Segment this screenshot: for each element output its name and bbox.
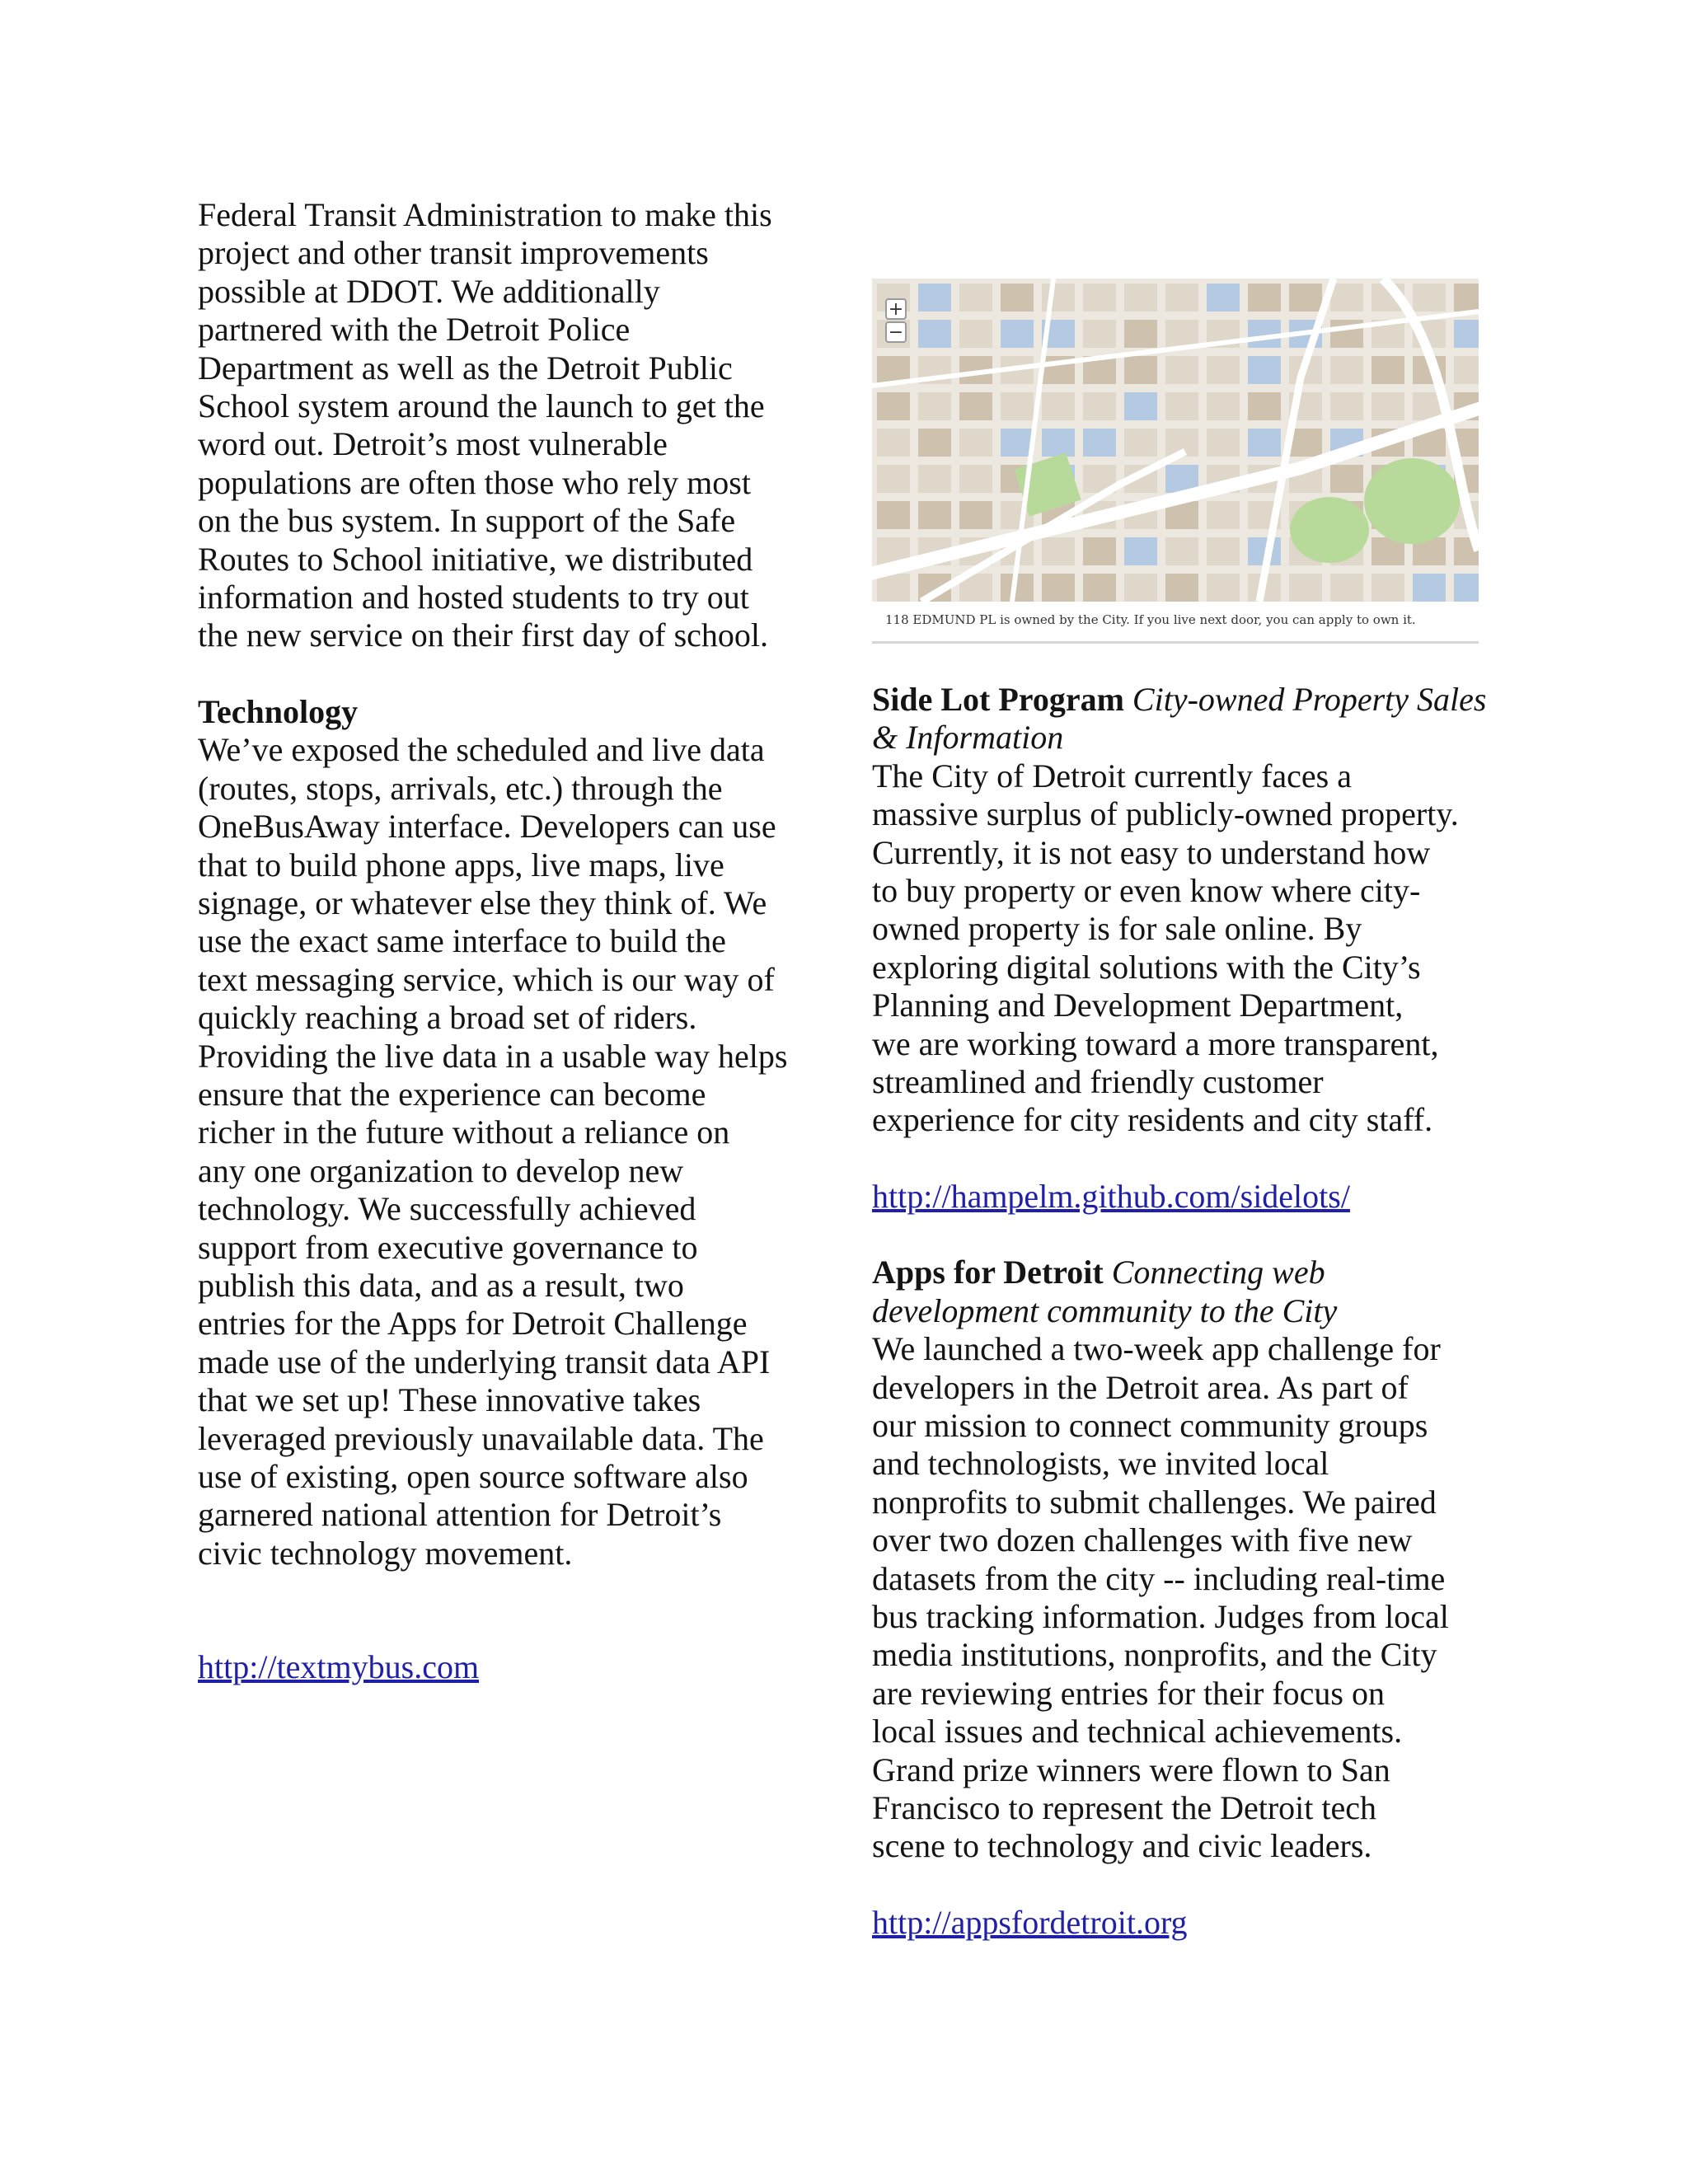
map-block: [1001, 429, 1034, 457]
map-block: [1372, 356, 1404, 384]
side-lot-subtitle: City-owned Property Sales & Information: [872, 681, 1487, 757]
map-block: [1165, 320, 1198, 348]
map-block: [1165, 284, 1198, 312]
map-block: [1207, 392, 1240, 420]
map-park: [1290, 497, 1369, 563]
technology-title: Technology: [198, 692, 359, 730]
side-lot-map[interactable]: [872, 279, 1479, 602]
map-block: [918, 501, 951, 529]
side-lot-title: Side Lot Program: [872, 681, 1124, 718]
left-column: [198, 196, 818, 1687]
map-block: [1165, 356, 1198, 384]
map-block: [959, 284, 992, 312]
map-block: [1330, 574, 1363, 602]
map-block: [918, 429, 951, 457]
map-block: [1083, 574, 1116, 602]
map-block: [1207, 356, 1240, 384]
map-block: [1042, 429, 1075, 457]
map-block: [1083, 284, 1116, 312]
map-block: [1413, 574, 1446, 602]
map-block: [959, 392, 992, 420]
map-block: [1083, 320, 1116, 348]
sidelots-link[interactable]: http://hampelm.github.com/sidelots/: [872, 1177, 1350, 1215]
map-block: [877, 501, 910, 529]
map-block: [1207, 574, 1240, 602]
map-block: [1124, 320, 1157, 348]
map-block: [918, 392, 951, 420]
map-block: [1207, 537, 1240, 565]
map-block: [1454, 356, 1479, 384]
map-block: [1124, 392, 1157, 420]
map-block: [1248, 356, 1281, 384]
map-block: [1207, 429, 1240, 457]
map-tiles: [872, 279, 1479, 602]
map-caption: 118 EDMUND PL is owned by the City. If you live next door, you can apply to own it.: [872, 602, 1479, 644]
map-block: [1124, 574, 1157, 602]
map-block: [1001, 392, 1034, 420]
map-block: [1083, 537, 1116, 565]
map-block: [1083, 392, 1116, 420]
map-block: [1330, 465, 1363, 493]
map-block: [1413, 284, 1446, 312]
map-block: [1124, 429, 1157, 457]
map-block: [1207, 501, 1240, 529]
map-block: [1248, 429, 1281, 457]
technology-paragraph: We’ve exposed the scheduled and live data (routes, stops, arrivals, etc.) through the OneBusAway interface. Developers can use that to build phone apps, live maps, live signage, or whatever else they think of. We use the exact same interface to build the text messaging service, which is our way of quickly reaching a broad set of riders. Providing the live data in a usable way helps ensure that the experience can become richer in the future without a reliance on any one organization to develop new technology. We successfully achieved support from executive governance to publish this data, and as a result, two entries for the Apps for Detroit Challenge made use of the underlying transit data API that we set up! These innovative takes leveraged previously unavailable data. The use of existing, open source software also garnered national attention for Detroit’s civic technology movement.: [198, 731, 788, 1572]
apps-for-detroit-subtitle: Connecting web development community to the City: [872, 1254, 1338, 1329]
map-block: [918, 320, 951, 348]
map-block: [1124, 537, 1157, 565]
sidelots-link-line: [872, 1178, 1490, 1216]
map-block: [1248, 392, 1281, 420]
map-block: [918, 465, 951, 493]
map-block: [1001, 320, 1034, 348]
appsfordetroit-link[interactable]: http://appsfordetroit.org: [872, 1903, 1188, 1941]
textmybus-link-line: [198, 1648, 818, 1686]
map-block: [1042, 284, 1075, 312]
map-block: [1124, 356, 1157, 384]
map-block: [959, 320, 992, 348]
map-block: [877, 429, 910, 457]
textmybus-link[interactable]: http://textmybus.com: [198, 1648, 480, 1686]
map-block: [1207, 284, 1240, 312]
zoom-in-button[interactable]: +: [885, 298, 907, 320]
map-block: [959, 429, 992, 457]
map-block: [877, 465, 910, 493]
map-block: [1042, 574, 1075, 602]
map-block: [1289, 284, 1322, 312]
side-lot-paragraph: The City of Detroit currently faces a massive surplus of publicly-owned property. Currently, it is not easy to understand how to buy property or even know where city- owned property is for sale online. By exploring digital solutions with the City’s Planning and Development Department, we are working toward a more transparent, streamlined and friendly customer experience for city residents and city staff.: [872, 757, 1459, 1139]
map-block: [1372, 574, 1404, 602]
map-block: [1454, 574, 1479, 602]
map-block: [1248, 284, 1281, 312]
apps-for-detroit-heading: [872, 1254, 1490, 1330]
map-block: [959, 501, 992, 529]
map-block: [1124, 284, 1157, 312]
map-block: [1330, 392, 1363, 420]
map-block: [959, 465, 992, 493]
appsfordetroit-link-line: [872, 1904, 1490, 1942]
map-block: [918, 284, 951, 312]
map-park: [1364, 458, 1460, 544]
map-block: [1289, 574, 1322, 602]
map-block: [1454, 284, 1479, 312]
map-block: [877, 574, 910, 602]
map-block: [1083, 429, 1116, 457]
map-block: [1165, 574, 1198, 602]
map-block: [1248, 320, 1281, 348]
map-block: [1001, 284, 1034, 312]
map-block: [1330, 356, 1363, 384]
side-lot-heading: [872, 681, 1490, 757]
map-block: [1454, 320, 1479, 348]
map-block: [877, 392, 910, 420]
apps-for-detroit-title: Apps for Detroit: [872, 1254, 1104, 1291]
right-column: [872, 279, 1490, 1942]
map-block: [1372, 392, 1404, 420]
transit-intro-paragraph: Federal Transit Administration to make this project and other transit improvements possible at DDOT. We additionally partnered with the Detroit Police Department as well as the Detroit Public School system around the launch to get the word out. Detroit’s most vulnerable populations are often those who rely most on the bus system. In support of the Safe Routes to School initiative, we distributed information and hosted students to try out the new service on their first day of school.: [198, 196, 772, 654]
technology-heading: [198, 693, 818, 731]
side-lot-map-figure: [872, 279, 1479, 641]
apps-for-detroit-paragraph: We launched a two-week app challenge for developers in the Detroit area. As part of our mission to connect community groups and technologists, we invited local nonprofits to submit challenges. We paired over two dozen challenges with five new datasets from the city -- including real-time bus tracking information. Judges from local media institutions, nonprofits, and the City are reviewing entries for their focus on local issues and technical achievements. Grand prize winners were flown to San Francisco to represent the Detroit tech scene to technology and civic leaders.: [872, 1330, 1449, 1865]
zoom-out-button[interactable]: −: [885, 321, 907, 343]
map-block: [1165, 392, 1198, 420]
map-block: [1330, 284, 1363, 312]
map-block: [1042, 537, 1075, 565]
map-block: [1042, 392, 1075, 420]
map-block: [1165, 537, 1198, 565]
